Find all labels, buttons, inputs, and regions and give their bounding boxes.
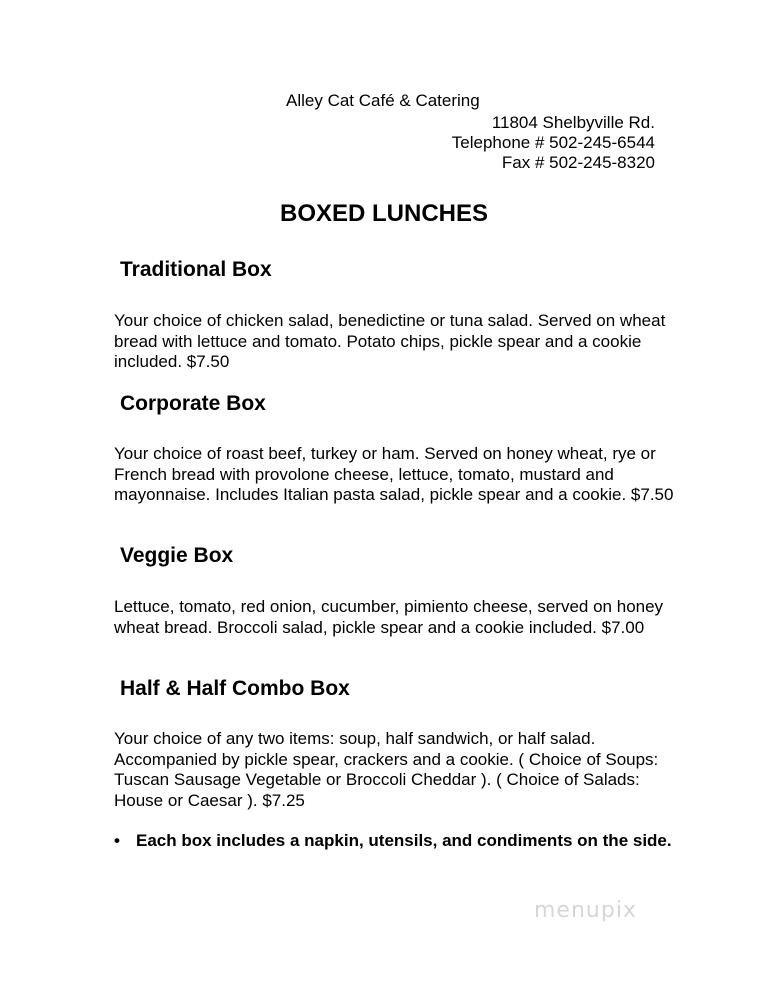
fax: Fax # 502-245-8320 xyxy=(501,153,655,172)
business-name: Alley Cat Café & Catering xyxy=(286,91,480,110)
address: 11804 Shelbyville Rd. xyxy=(491,113,655,132)
box-description-corporate: Your choice of roast beef, turkey or ham. Served on honey wheat, rye or French bread with provolone cheese, lettuce, tomato, mustard and mayonnaise. Includes Italian pasta salad, pickle spear and a cookie. $7.50 xyxy=(114,444,674,504)
telephone: Telephone # 502-245-6544 xyxy=(451,133,655,152)
box-title-traditional: Traditional Box xyxy=(120,258,272,281)
includes-note-text: Each box includes a napkin, utensils, and condiments on the side. xyxy=(136,831,672,850)
bullet-icon: • xyxy=(114,831,120,850)
box-title-half-and-half: Half & Half Combo Box xyxy=(120,677,350,700)
box-description-half-and-half: Your choice of any two items: soup, half sandwich, or half salad. Accompanied by pickle spear, crackers and a cookie. ( Choice of Soups: Tuscan Sausage Vegetable or Broccoli Cheddar ). ( Choice of Salads: House or Caesar ). $7.25 xyxy=(114,729,659,810)
box-title-corporate: Corporate Box xyxy=(120,392,266,415)
box-title-veggie: Veggie Box xyxy=(120,544,234,567)
includes-note xyxy=(114,831,674,852)
box-description-traditional: Your choice of chicken salad, benedictine or tuna salad. Served on wheat bread with lettuce and tomato. Potato chips, pickle spear and a cookie included. $7.50 xyxy=(114,311,666,371)
page-title: BOXED LUNCHES xyxy=(279,200,489,227)
box-description-veggie: Lettuce, tomato, red onion, cucumber, pimiento cheese, served on honey wheat bread. Broccoli salad, pickle spear and a cookie included. $7.00 xyxy=(114,597,664,637)
menupix-watermark: menupix xyxy=(534,898,637,923)
